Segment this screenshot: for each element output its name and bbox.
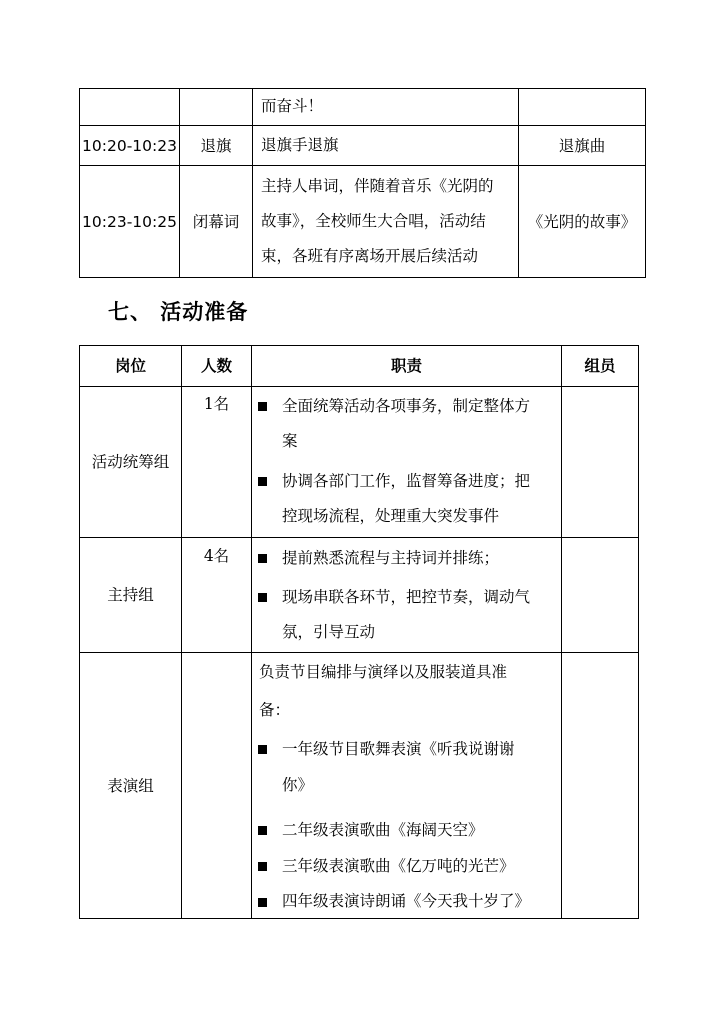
music-cell — [519, 89, 645, 125]
duty-line: 氛，引导互动 — [282, 623, 376, 641]
content-line: 而奋斗！ — [261, 97, 324, 115]
header-members: 组员 — [584, 357, 616, 375]
bullet-icon — [258, 477, 267, 486]
count-cell: 1名 — [203, 395, 230, 413]
section-heading: 七、 活动准备 — [108, 300, 249, 324]
content-line: 故事》，全校师生大合唱，活动结 — [261, 212, 486, 230]
header-count: 人数 — [200, 357, 232, 375]
post-cell: 主持组 — [107, 586, 154, 604]
bullet-icon — [258, 826, 267, 835]
count-cell — [182, 660, 251, 682]
duty-line: 协调各部门工作，监督筹备进度；把 — [282, 472, 531, 490]
content-line: 主持人串词，伴随着音乐《光阴的 — [261, 177, 494, 195]
duty-line: 案 — [282, 432, 298, 450]
duty-line: 提前熟悉流程与主持词并排练； — [282, 549, 500, 567]
post-cell: 活动统筹组 — [91, 453, 170, 471]
time-cell — [80, 89, 179, 125]
duty-line: 二年级表演歌曲《海阔天空》 — [282, 821, 484, 839]
duty-line: 负责节目编排与演绎以及服装道具准 — [259, 663, 508, 681]
duty-line: 全面统筹活动各项事务，制定整体方 — [282, 397, 531, 415]
count-cell: 4名 — [203, 547, 230, 565]
header-post: 岗位 — [114, 357, 146, 375]
bullet-icon — [258, 745, 267, 754]
duty-line: 现场串联各环节，把控节奏，调动气 — [282, 588, 531, 606]
item-cell: 退旗 — [200, 136, 232, 155]
duty-line: 一年级节目歌舞表演《听我说谢谢 — [282, 740, 515, 758]
duty-line: 四年级表演诗朗诵《今天我十岁了》 — [282, 892, 531, 910]
duty-line: 控现场流程，处理重大突发事件 — [282, 507, 500, 525]
duty-line: 三年级表演歌曲《亿万吨的光芒》 — [282, 857, 515, 875]
item-cell — [180, 89, 252, 125]
time-cell: 10:23-10:25 — [82, 212, 177, 231]
bullet-icon — [258, 554, 267, 563]
time-cell: 10:20-10:23 — [82, 136, 177, 155]
music-cell: 《光阴的故事》 — [527, 212, 637, 231]
music-cell: 退旗曲 — [558, 136, 606, 155]
bullet-icon — [258, 593, 267, 602]
post-cell: 表演组 — [107, 776, 154, 795]
bullet-icon — [258, 898, 267, 907]
bullet-icon — [258, 402, 267, 411]
content-line: 束，各班有序离场开展后续活动 — [261, 247, 479, 265]
header-duty: 职责 — [390, 357, 422, 375]
duty-line: 备： — [259, 701, 291, 719]
duty-line: 你》 — [282, 776, 314, 794]
bullet-icon — [258, 862, 267, 871]
content-line: 退旗手退旗 — [261, 136, 339, 154]
item-cell: 闭幕词 — [192, 212, 240, 231]
